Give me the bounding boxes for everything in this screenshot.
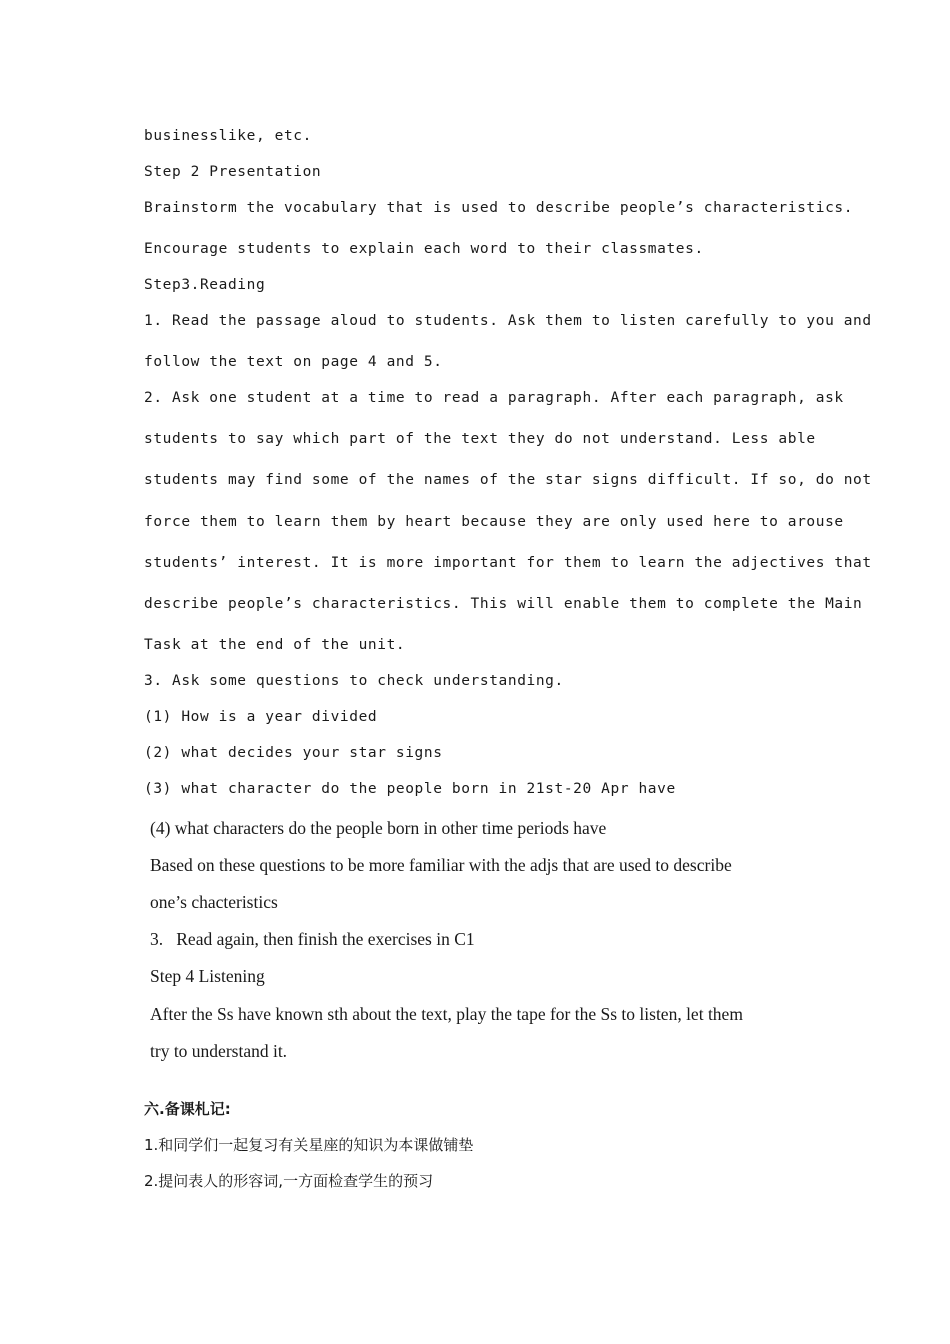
notes-heading: 六.备课札记: [144, 1100, 231, 1118]
question-line: (3) what character do the people born in 21st-20 Apr have [144, 781, 676, 797]
notes-item: 1.和同学们一起复习有关星座的知识为本课做铺垫 [144, 1136, 474, 1154]
text-line: try to understand it. [150, 1041, 288, 1061]
text-line: follow the text on page 4 and 5. [144, 354, 443, 370]
question-line: (2) what decides your star signs [144, 745, 443, 761]
text-line: students may find some of the names of the star signs difficult. If so, do not [144, 472, 872, 488]
text-line: 2. Ask one student at a time to read a paragraph. After each paragraph, ask [144, 390, 844, 406]
text-line: describe people’s characteristics. This will enable them to complete the Main [144, 596, 863, 612]
question-line: (4) what characters do the people born in other time periods have [150, 818, 607, 838]
text-line: students to say which part of the text they do not understand. Less able [144, 431, 816, 447]
text-line: 1. Read the passage aloud to students. Ask them to listen carefully to you and [144, 313, 872, 329]
step-heading: Step 2 Presentation [144, 164, 322, 180]
notes-item: 2.提问表人的形容词,一方面检查学生的预习 [144, 1172, 434, 1190]
text-line: students’ interest. It is more important for them to learn the adjectives that [144, 555, 872, 571]
text-line: one’s chacteristics [150, 892, 278, 912]
text-line: Based on these questions to be more familiar with the adjs that are used to describe [150, 855, 732, 875]
question-line: (1) How is a year divided [144, 709, 378, 725]
text-line: 3. Ask some questions to check understanding. [144, 673, 564, 689]
text-line: Brainstorm the vocabulary that is used to describe people’s characteristics. [144, 200, 854, 216]
text-line: Encourage students to explain each word to their classmates. [144, 241, 704, 257]
text-line: 3. Read again, then finish the exercises in C1 [150, 929, 475, 949]
text-line: Task at the end of the unit. [144, 637, 406, 653]
text-line: After the Ss have known sth about the text, play the tape for the Ss to listen, let them [150, 1004, 743, 1024]
text-line: businesslike, etc. [144, 128, 312, 144]
step-heading: Step 4 Listening [150, 966, 265, 986]
text-line: force them to learn them by heart because they are only used here to arouse [144, 514, 844, 530]
step-heading: Step3.Reading [144, 277, 266, 293]
